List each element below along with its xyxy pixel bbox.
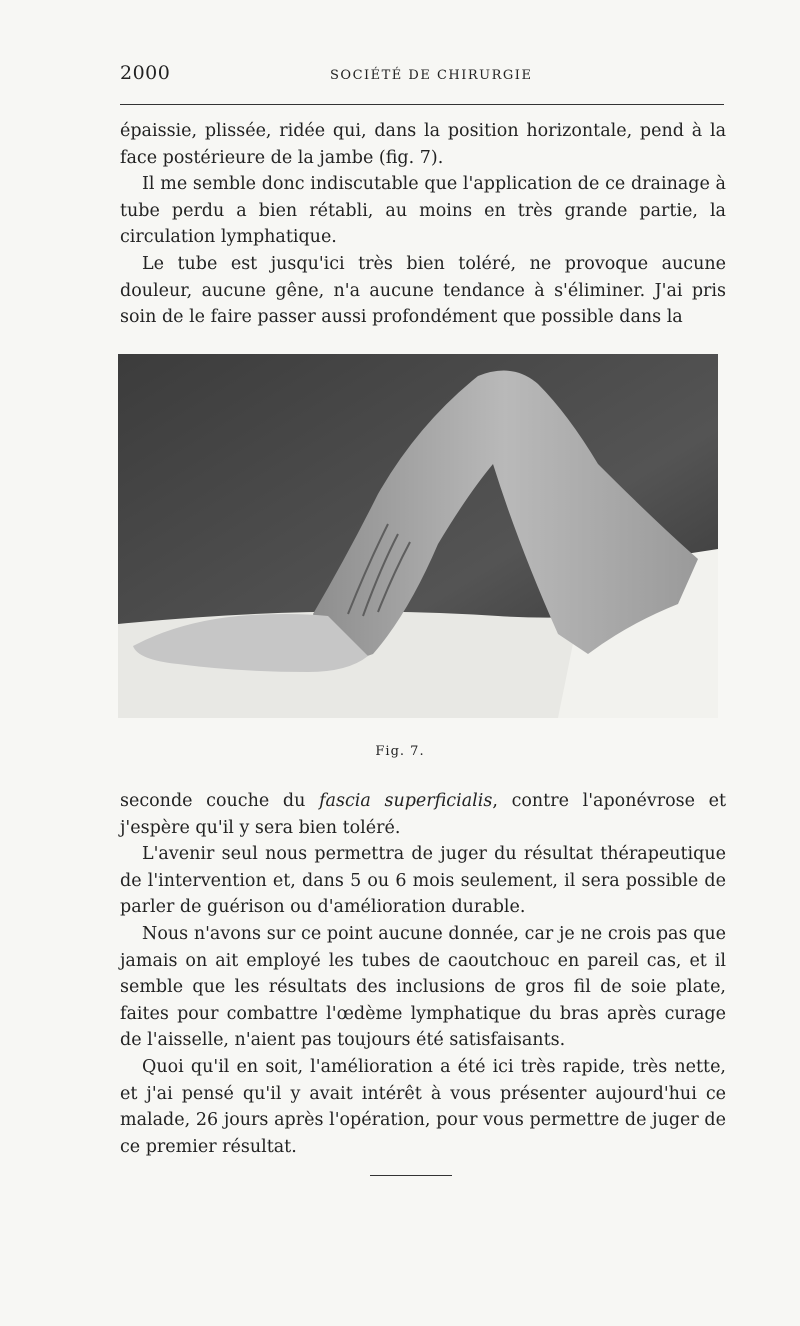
paragraph: Il me semble donc indiscutable que l'application de ce drainage à tube perdu a bien rétabli, au moins en très grande partie, la circulation lymphatique. [120,174,726,248]
text-run: , contre l'aponévrose et j'espère qu'il y sera bien toléré. [120,791,727,838]
running-header [120,62,722,86]
header-rule [120,104,724,105]
leg-photograph [118,354,718,718]
paragraph: Le tube est jusqu'ici très bien toléré, ne provoque aucune douleur, aucune gêne, n'a aucune tendance à s'éliminer. J'ai pris soin de le faire passer aussi profondément que possible dans la [120,253,726,328]
italic-term: fascia superficialis [319,791,493,811]
figure-caption: Fig. 7. [375,744,425,759]
text-run: seconde couche du [120,791,320,811]
paragraph: L'avenir seul nous permettra de juger du résultat thérapeutique de l'intervention et, dans 5 ou 6 mois seulement, il sera possible de parler de guérison ou d'amélioration durable. [120,844,726,918]
page-number: 2000 [120,62,171,84]
paragraph [120,788,726,841]
paragraph: épaissie, plissée, ridée qui, dans la position horizontale, pend à la face postérieure de la jambe (fig. 7). [120,121,726,168]
paragraph: Nous n'avons sur ce point aucune donnée, car je ne crois pas que jamais on ait employé les tubes de caoutchouc en pareil cas, et il semble que les résultats des inclusions de gros fil de soie plate, faites pour combattre l'œdème lymphatique du bras après curage de l'aisselle, n'aient pas toujours été satisfaisants. [120,923,726,1051]
paragraph: Quoi qu'il en soit, l'amélioration a été ici très rapide, très nette, et j'ai pensé qu'il y avait intérêt à vous présenter aujourd'hui ce malade, 26 jours après l'opération, pour vous permettre de juger de ce premier résultat. [120,1056,726,1157]
top-text-block [120,118,726,331]
end-rule [370,1175,452,1176]
bottom-text-block [120,788,726,1160]
running-head-title: SOCIÉTÉ DE CHIRURGIE [330,68,533,83]
